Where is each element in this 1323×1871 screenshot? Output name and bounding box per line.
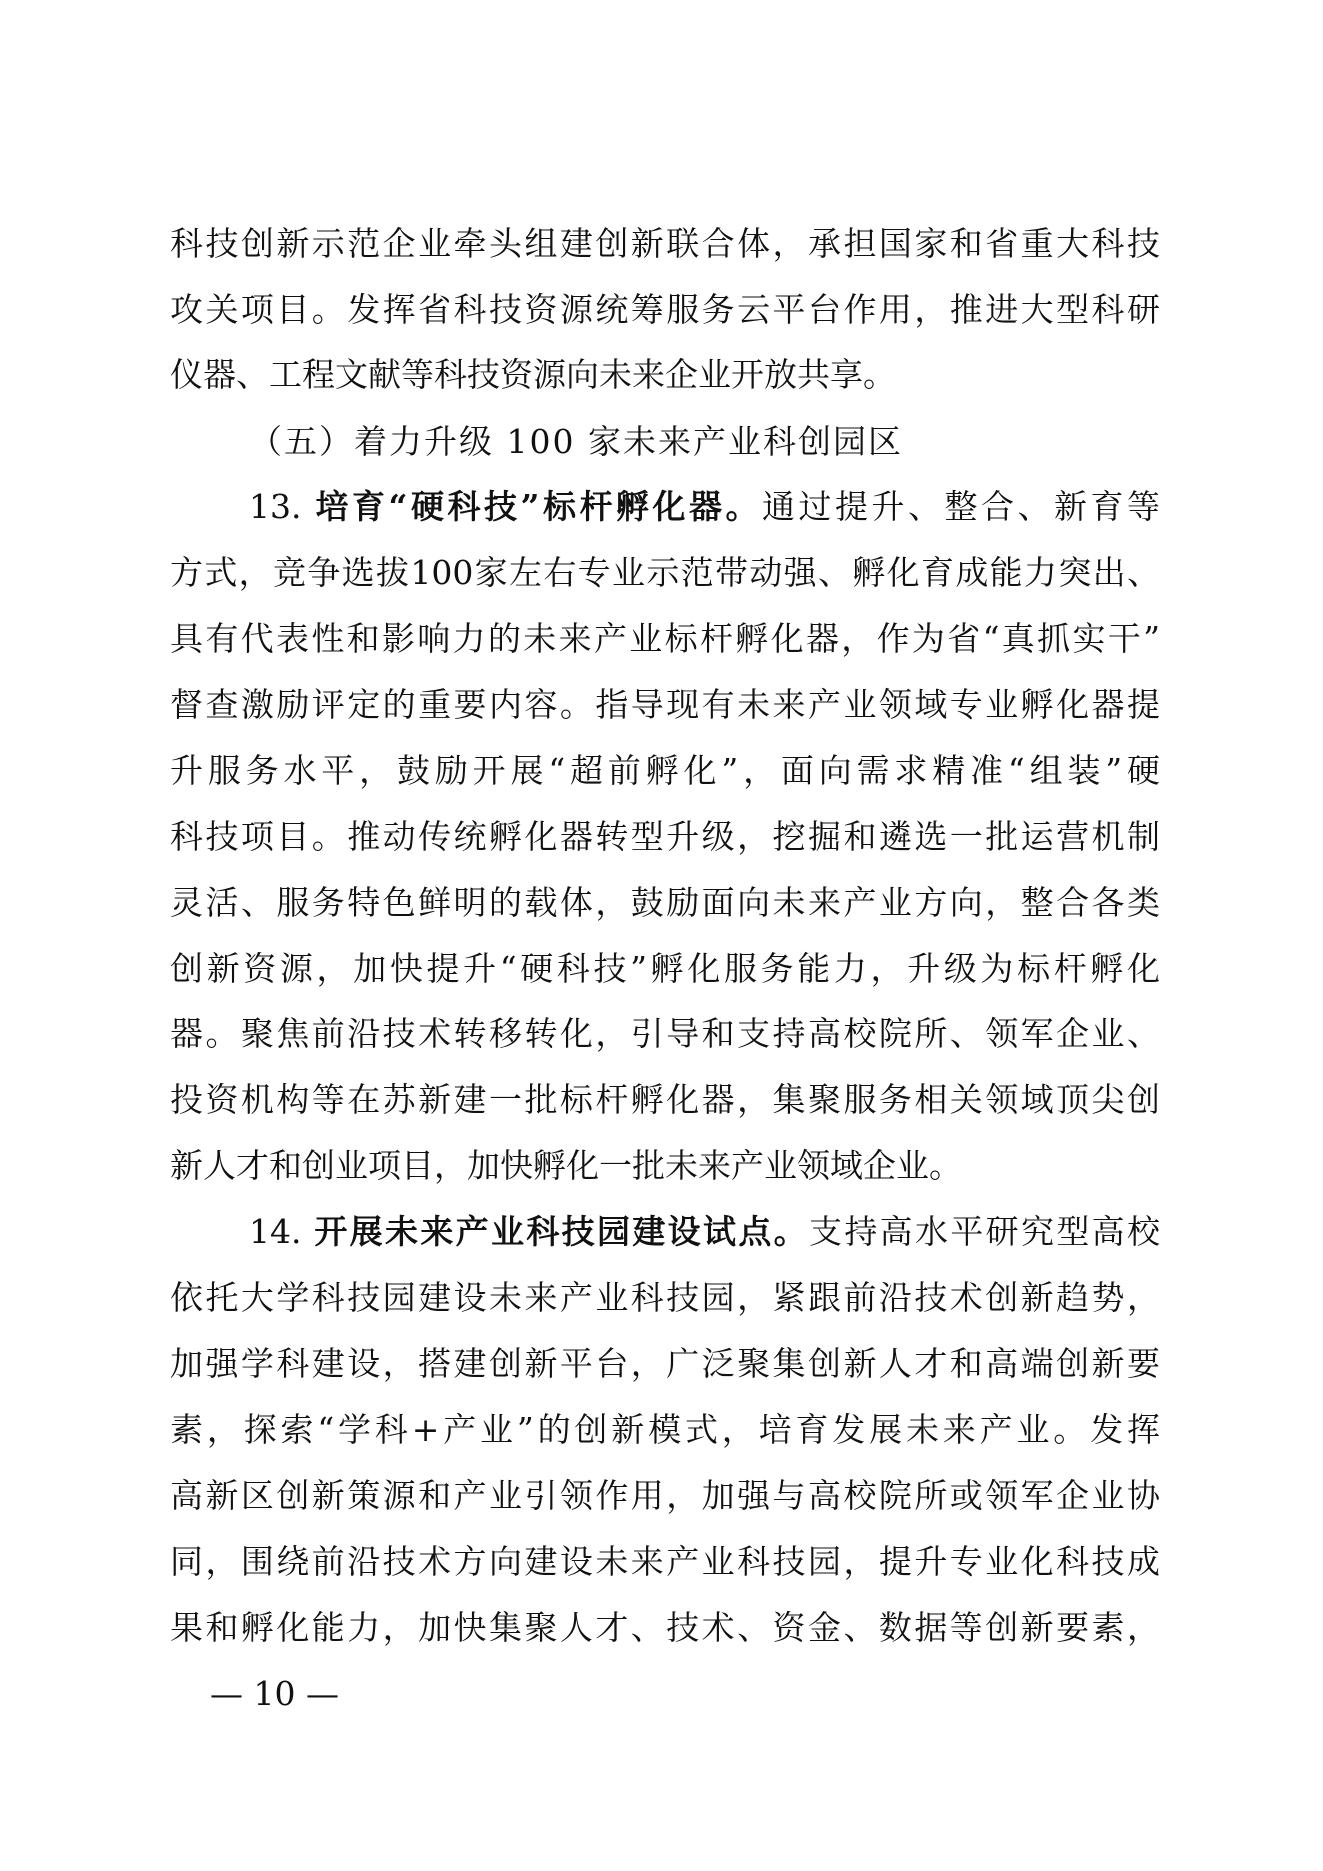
- item-14-first-line: [249, 1212, 1160, 1252]
- paragraph-line: 攻关项目。发挥省科技资源统筹服务云平台作用，推进大型科研: [170, 290, 1160, 329]
- paragraph-line: 高新区创新策源和产业引领作用，加强与高校院所或领军企业协: [170, 1476, 1160, 1515]
- paragraph-line: 督查激励评定的重要内容。指导现有未来产业领域专业孵化器提: [170, 685, 1160, 724]
- page-number: — 10 —: [210, 1674, 339, 1713]
- paragraph-line: 仪器、工程文献等科技资源向未来企业开放共享。: [170, 355, 896, 394]
- paragraph-line: 果和孵化能力，加快集聚人才、技术、资金、数据等创新要素，: [170, 1608, 1160, 1647]
- item-13-title: 培育“硬科技”标杆孵化器。: [315, 487, 762, 526]
- paragraph-line: 创新资源，加快提升“硬科技”孵化服务能力，升级为标杆孵化: [170, 949, 1160, 988]
- paragraph-line: 投资机构等在苏新建一批标杆孵化器，集聚服务相关领域顶尖创: [170, 1080, 1160, 1119]
- item-13-first-line: [249, 487, 1160, 527]
- paragraph-line: 科技项目。推动传统孵化器转型升级，挖掘和遴选一批运营机制: [170, 817, 1160, 856]
- section-heading: （五）着力升级 100 家未来产业科创园区: [249, 422, 903, 461]
- paragraph-line: 升服务水平，鼓励开展“超前孵化”，面向需求精准“组装”硬: [170, 751, 1160, 790]
- paragraph-line: 新人才和创业项目，加快孵化一批未来产业领域企业。: [170, 1146, 962, 1185]
- item-13-number: 13.: [249, 487, 316, 526]
- paragraph-line: 方式，竞争选拔100家左右专业示范带动强、孵化育成能力突出、: [170, 553, 1160, 592]
- item-14-number: 14.: [249, 1212, 315, 1251]
- paragraph-line: 器。聚焦前沿技术转移转化，引导和支持高校院所、领军企业、: [170, 1014, 1160, 1053]
- paragraph-line: 灵活、服务特色鲜明的载体，鼓励面向未来产业方向，整合各类: [170, 883, 1160, 922]
- paragraph-line: 加强学科建设，搭建创新平台，广泛聚集创新人才和高端创新要: [170, 1344, 1160, 1383]
- paragraph-line: 具有代表性和影响力的未来产业标杆孵化器，作为省“真抓实干”: [170, 619, 1160, 658]
- paragraph-line: 依托大学科技园建设未来产业科技园，紧跟前沿技术创新趋势，: [170, 1278, 1160, 1317]
- item-14-title: 开展未来产业科技园建设试点。: [314, 1212, 809, 1251]
- item-14-first-line-text: 支持高水平研究型高校: [809, 1212, 1161, 1251]
- paragraph-line: 素，探索“学科+产业”的创新模式，培育发展未来产业。发挥: [170, 1410, 1160, 1449]
- paragraph-line: 科技创新示范企业牵头组建创新联合体，承担国家和省重大科技: [170, 224, 1160, 263]
- item-13-first-line-text: 通过提升、整合、新育等: [761, 487, 1161, 526]
- paragraph-line: 同，围绕前沿技术方向建设未来产业科技园，提升专业化科技成: [170, 1542, 1160, 1581]
